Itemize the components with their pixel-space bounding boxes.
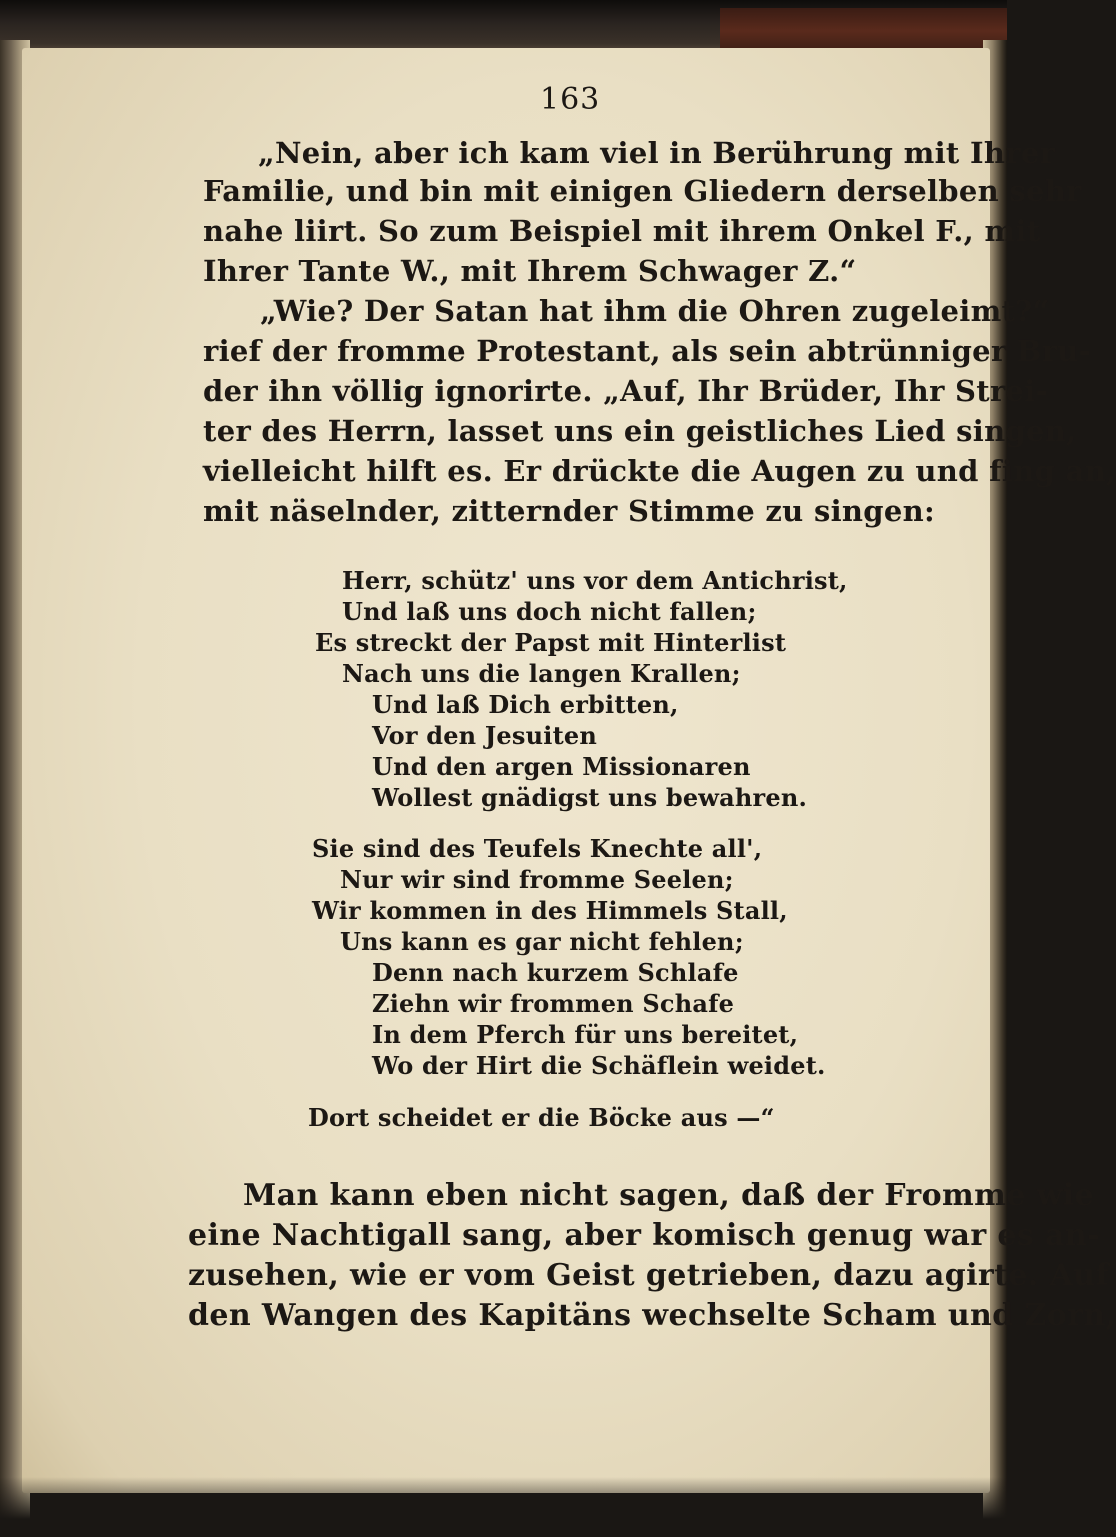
verse-line: Wollest gnädigst uns bewahren.	[372, 783, 808, 812]
verse-line: Und laß uns doch nicht fallen;	[342, 597, 757, 626]
text-line: Man kann eben nicht sagen, daß der Fromme wie	[243, 1178, 1095, 1213]
verse-line: Sie sind des Teufels Knechte all',	[312, 834, 763, 863]
verse-line: Wir kommen in des Himmels Stall,	[312, 896, 788, 925]
text-line: den Wangen des Kapitäns wechselte Scham und Zorn,	[188, 1298, 1116, 1333]
verse-line: Und laß Dich erbitten,	[372, 690, 679, 719]
verse-line: Nach uns die langen Krallen;	[342, 659, 741, 688]
verse-line: Wo der Hirt die Schäflein weidet.	[372, 1051, 826, 1080]
verse-line: Uns kann es gar nicht fehlen;	[340, 927, 744, 956]
verse-line: Es streckt der Papst mit Hinterlist	[315, 628, 787, 657]
text-line: Ihrer Tante W., mit Ihrem Schwager Z.“	[203, 254, 857, 288]
text-line: der ihn völlig ignorirte. „Auf, Ihr Brüder, Ihr Strei-	[203, 374, 1048, 408]
text-line: zusehen, wie er vom Geist getrieben, dazu agirte. Auf	[188, 1258, 1109, 1293]
text-line: eine Nachtigall sang, aber komisch genug war es an-	[188, 1218, 1100, 1253]
text-line: „Nein, aber ich kam viel in Berührung mit Ihrer	[258, 136, 1056, 170]
text-line: ter des Herrn, lasset uns ein geistliches Lied singen,	[203, 414, 1077, 448]
text-line: Familie, und bin mit einigen Gliedern derselben sehr	[203, 174, 1082, 208]
verse-line: Vor den Jesuiten	[372, 721, 597, 750]
verse-line: Denn nach kurzem Schlafe	[372, 958, 739, 987]
page-bottom-shadow	[0, 1477, 1007, 1537]
page-number: 163	[540, 82, 601, 117]
text-line: nahe liirt. So zum Beispiel mit ihrem Onkel F., mit	[203, 214, 1041, 248]
text-line: mit näselnder, zitternder Stimme zu singen:	[203, 494, 935, 528]
verse-line: Dort scheidet er die Böcke aus —“	[308, 1103, 775, 1132]
text-line: rief der fromme Protestant, als sein abtrünniger Bru-	[203, 334, 1092, 368]
verse-line: Herr, schütz' uns vor dem Antichrist,	[342, 566, 848, 595]
verse-line: In dem Pferch für uns bereitet,	[372, 1020, 799, 1049]
text-line: „Wie? Der Satan hat ihm die Ohren zugeleimt?“	[260, 294, 1050, 328]
text-line: vielleicht hilft es. Er drückte die Augen zu und fing an,	[203, 454, 1116, 488]
verse-line: Und den argen Missionaren	[372, 752, 751, 781]
verse-line: Nur wir sind fromme Seelen;	[340, 865, 734, 894]
verse-line: Ziehn wir frommen Schafe	[372, 989, 735, 1018]
